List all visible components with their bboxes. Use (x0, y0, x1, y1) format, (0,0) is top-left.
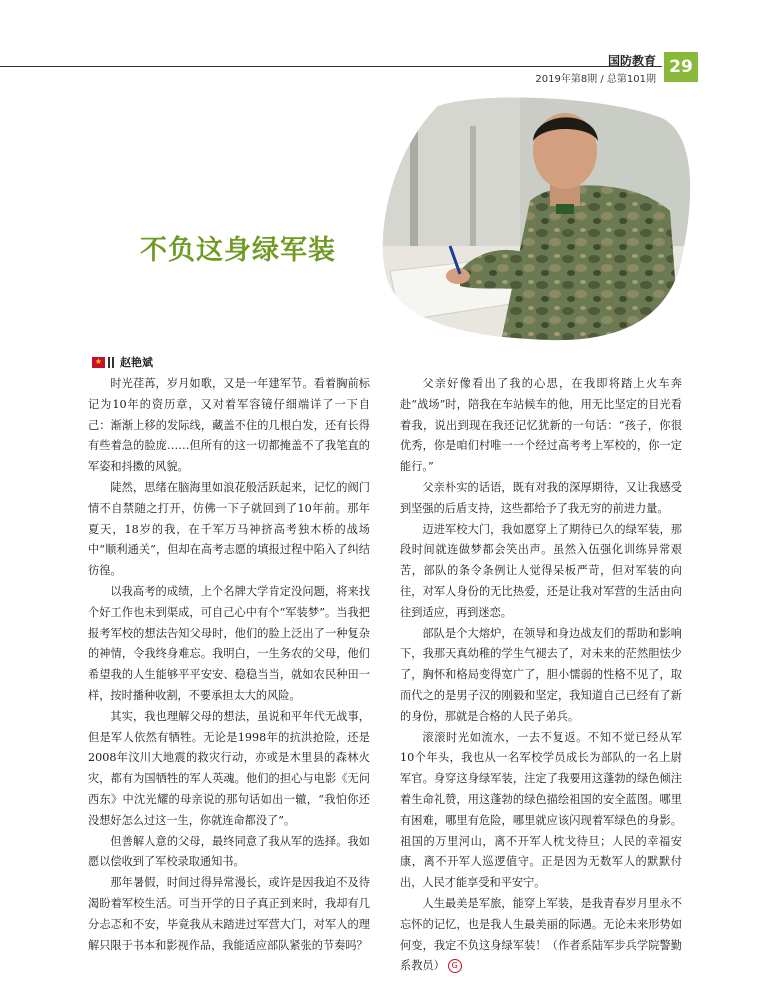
paragraph: 其实，我也理解父母的想法，虽说和平年代无战事，但是军人依然有牺牲。无论是1998年的抗洪抢险，还是2008年汶川大地震的救灾行动，亦或是木里县的森林火灾，都有为国牺牲的军人英魂。他们的担心与电影《无问西东》中沈光耀的母亲说的那句话如出一辙，“我怕你还没想好怎么过这一生，你就连命都没了”。 (88, 709, 370, 827)
paragraph: 部队是个大熔炉，在领导和身边战友们的帮助和影响下，我那天真幼稚的学生气褪去了，对未来的茫然胆怯少了，胸怀和格局变得宽广了，胆小懦弱的性格不见了，取而代之的是男子汉的刚毅和坚定，我知道自己已经有了新的身份，那就是合格的人民子弟兵。 (400, 626, 682, 723)
final-paragraph-text: 人生最美是军旅，能穿上军装，是我青春岁月里永不忘怀的记忆，也是我人生最美丽的际遇。无论未来形势如何变，我定不负这身绿军装！（作者系陆军步兵学院警勤系教员） (400, 896, 682, 973)
author-name: 赵艳斌 (120, 356, 153, 369)
paragraph: 时光荏苒，岁月如歌，又是一年建军节。看着胸前标记为10年的资历章，又对着军容镜仔细端详了一下自己：渐渐上移的发际线，藏盖不住的几根白发，还有长得有些着急的脸庞……但所有的这一切都掩盖不了我笔直的军姿和抖擞的风貌。 (88, 377, 370, 474)
paragraph: 但善解人意的父母，最终同意了我从军的选择。我如愿以偿收到了军校录取通知书。 (88, 834, 370, 869)
divider-bars-icon (108, 357, 114, 368)
page-number-badge: 29 (664, 52, 698, 82)
paragraph: 父亲朴实的话语，既有对我的深厚期待，又让我感受到坚强的后盾支持，这些都给予了我无穷的前进力量。 (400, 480, 682, 515)
paragraph: 滚滚时光如流水，一去不复返。不知不觉已经从军10个年头，我也从一名军校学员成长为部队的一名上尉军官。身穿这身绿军装，注定了我要用这蓬勃的绿色倾注着生命礼赞，用这蓬勃的绿色描绘祖国的安全蓝图。哪里有困难，哪里有危险，哪里就应该闪现着军绿色的身影。祖国的万里河山，离不开军人枕戈待旦；人民的幸福安康，离不开军人巡逻值守。正是因为无数军人的默默付出，人民才能享受和平安宁。 (400, 730, 682, 890)
paragraph: 以我高考的成绩，上个名牌大学肯定没问题，将来找个好工作也未到渠成，可自己心中有个“军装梦”。当我把报考军校的想法告知父母时，他们的脸上泛出了一种复杂的神情，令我终身难忘。我明白，一生务农的父母，他们希望我的人生能够平平安安、稳稳当当，就如农民种田一样，按时播种收割，不要承担太大的风险。 (88, 584, 370, 702)
article-photo (380, 96, 692, 346)
paragraph-final (400, 894, 682, 977)
soldier-photo-illustration (380, 96, 692, 346)
byline (92, 354, 153, 370)
paragraph: 迈进军校大门，我如愿穿上了期待已久的绿军装，那段时间就连做梦都会笑出声。虽然入伍强化训练异常艰苦，部队的条令条例让人觉得呆板严苛，但对军装的向往，对军人身份的无比热爱，还是让我对军营的生活由向往到适应，再到迷恋。 (400, 522, 682, 619)
paragraph: 陡然，思绪在脑海里如浪花般活跃起来，记忆的阀门情不自禁随之打开，仿佛一下子就回到了10年前。那年夏天，18岁的我，在千军万马神挤高考独木桥的战场中“顺利通关”，但却在高考志愿的填报过程中陷入了纠结彷徨。 (88, 480, 370, 578)
flag-icon: ★ (92, 357, 105, 368)
article-column-left (88, 374, 370, 956)
header-section-name: 国防教育 (607, 54, 656, 68)
header-issue-info: 2019年第8期 / 总第101期 (535, 74, 656, 85)
end-mark-icon: G (448, 959, 462, 973)
paragraph: 那年暑假，时间过得异常漫长，或许是因我迫不及待渴盼着军校生活。可当开学的日子真正到来时，我却有几分忐忑和不安，毕竟我从未踏进过军营大门，对军人的理解只限于书本和影视作品，我能适应部队紧张的节奏吗？ (88, 876, 370, 952)
header-rule (0, 66, 662, 67)
article-column-right (400, 374, 682, 977)
article-title: 不负这身绿军装 (140, 235, 336, 266)
paragraph: 父亲好像看出了我的心思，在我即将踏上火车奔赴“战场”时，陪我在车站候车的他，用无比坚定的目光看着我，说出到现在我还记忆犹新的一句话：“孩子，你很优秀，你是咱们村唯一一个经过高考考上军校的，你一定能行。” (400, 377, 682, 474)
